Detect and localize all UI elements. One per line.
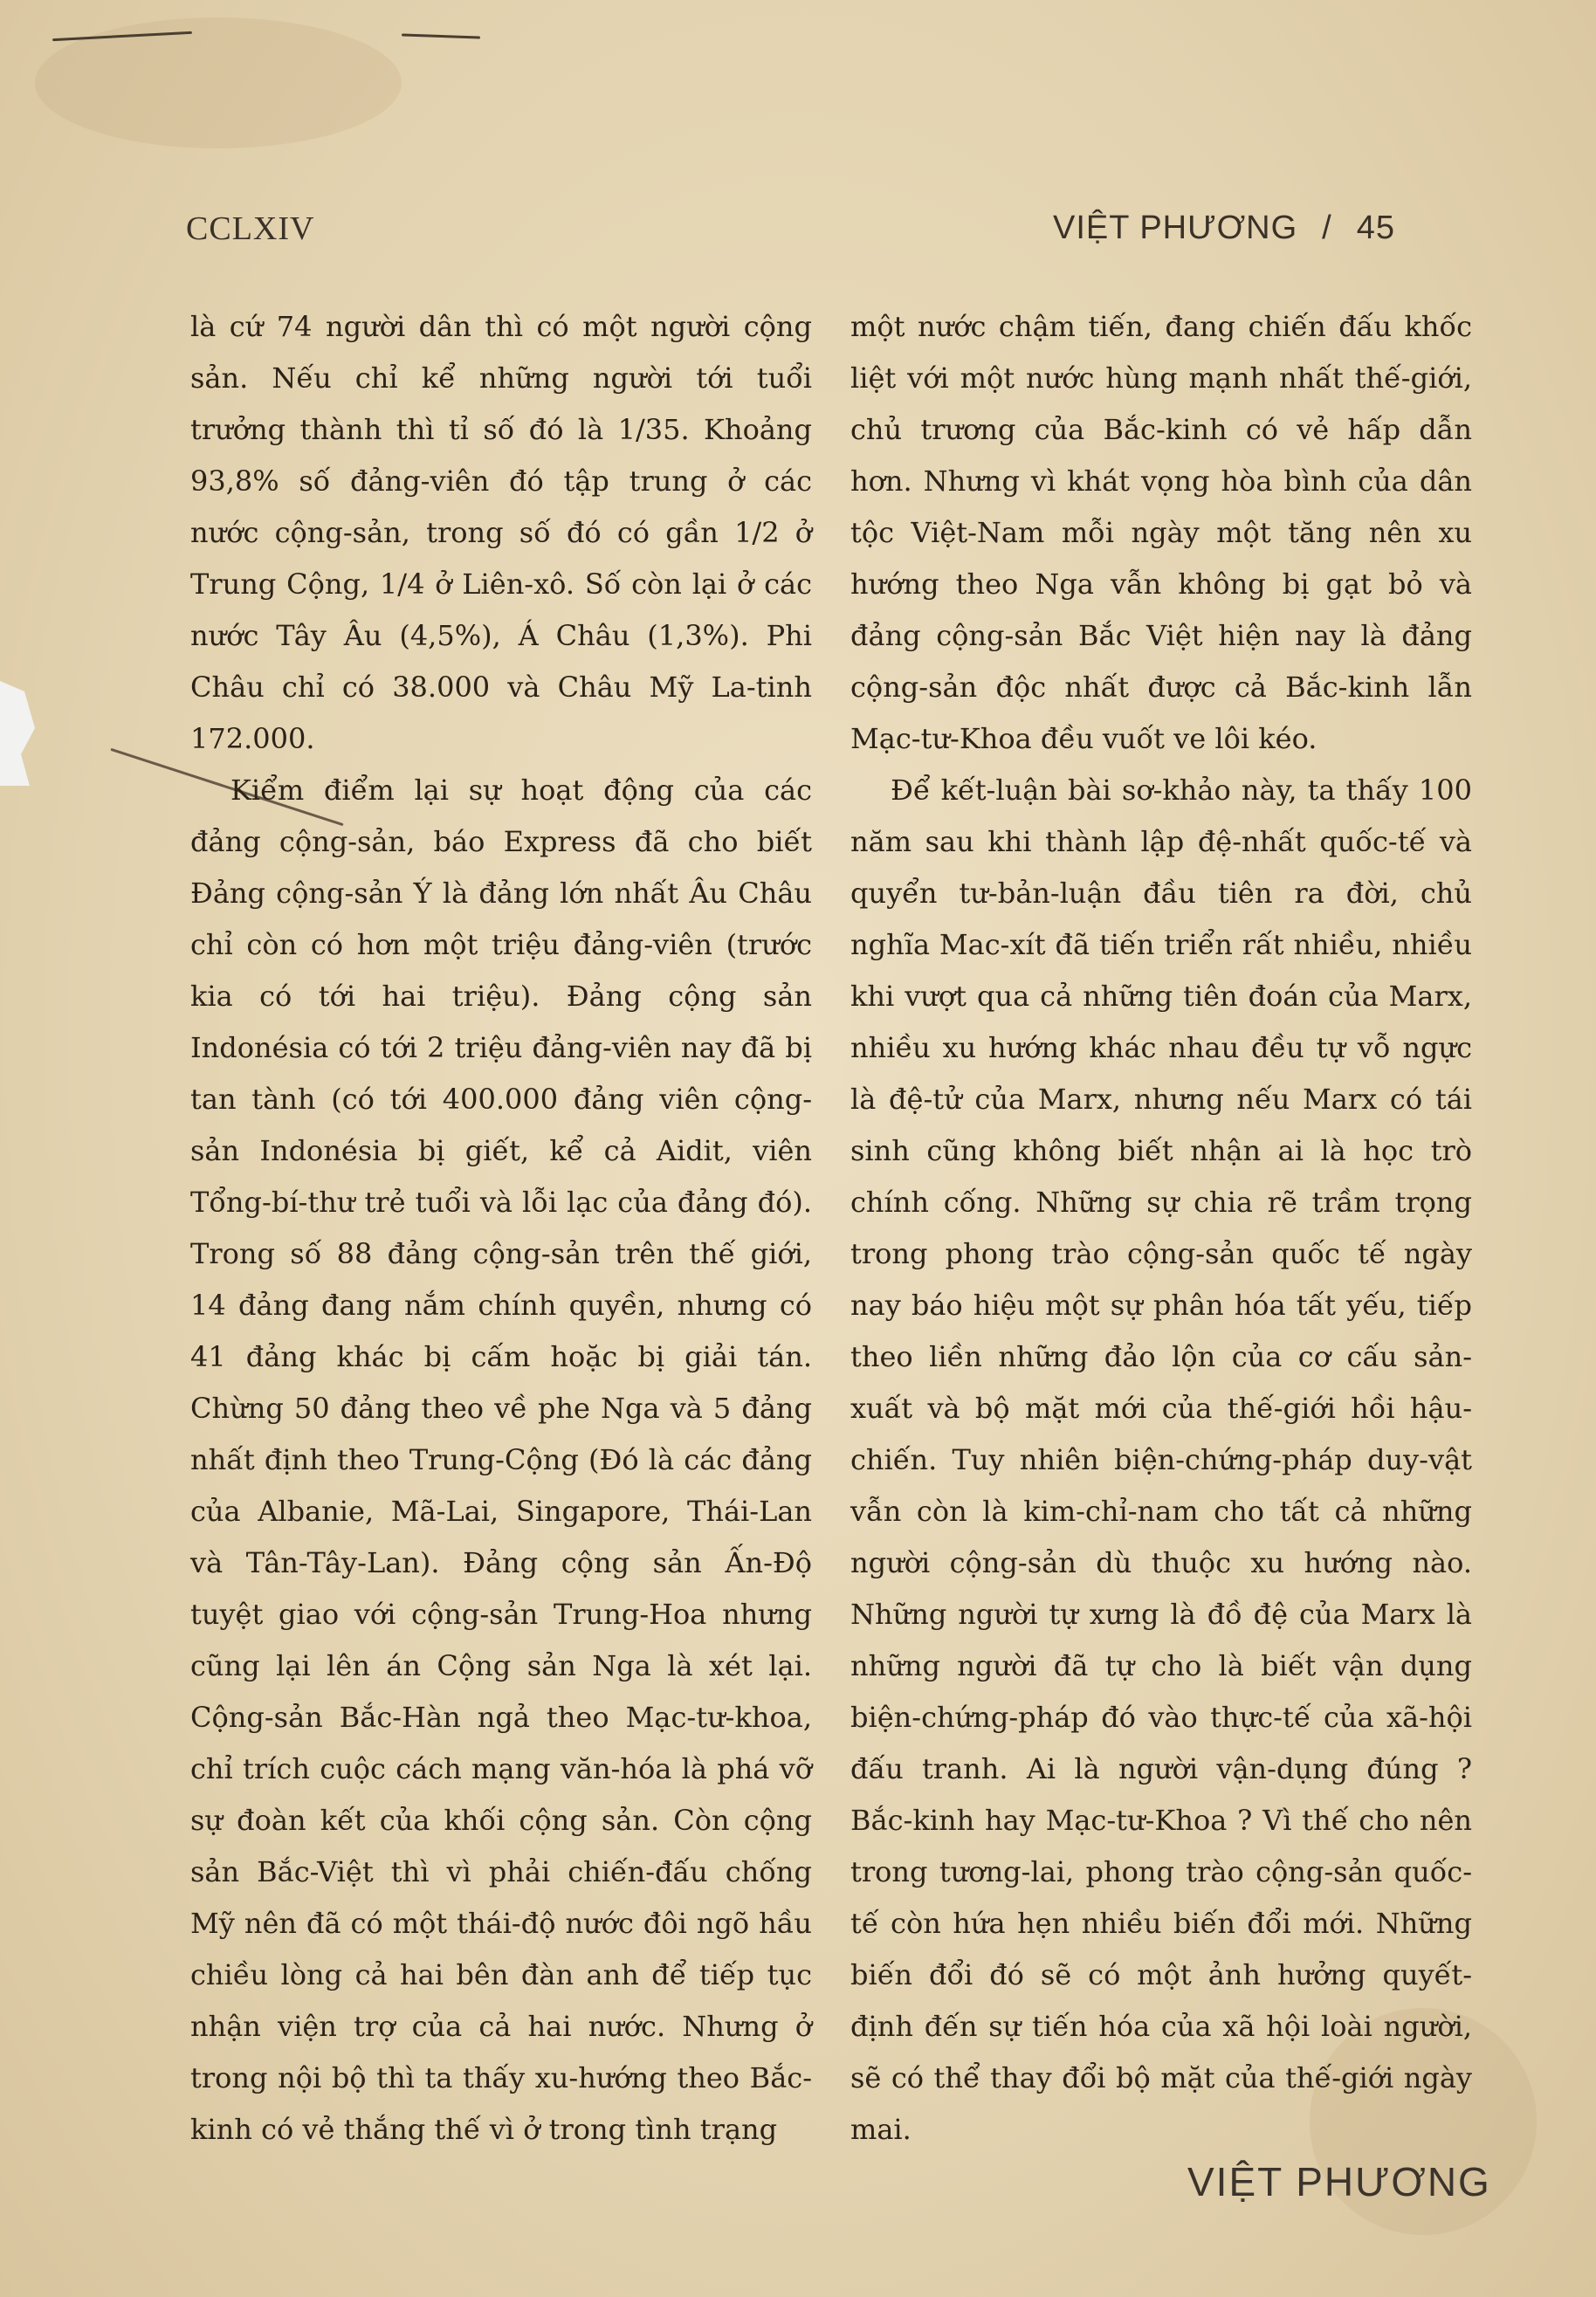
header-separator: / [1322, 210, 1332, 246]
header-author: VIỆT PHƯƠNG [1053, 210, 1298, 246]
left-column [190, 301, 812, 2156]
right-paragraph-1: một nước chậm tiến, đang chiến đấu khốc liệt với một nước hùng mạnh nhất thế-giới, chủ trương của Bắc-kinh có vẻ hấp dẫn hơn. Nhưng vì khát vọng hòa bình của dân tộc Việt-Nam mỗi ngày một tăng nên xu hướng theo Nga vẫn không bị gạt bỏ và đảng cộng-sản Bắc Việt hiện nay là đảng cộng-sản độc nhất được cả Bắc-kinh lẫn Mạc-tư-Khoa đều vuốt ve lôi kéo. [850, 310, 1472, 755]
running-header [1053, 210, 1395, 247]
right-paragraph-2: Để kết-luận bài sơ-khảo này, ta thấy 100 năm sau khi thành lập đệ-nhất quốc-tế và quyển tư-bản-luận đầu tiên ra đời, chủ nghĩa Mac-xít đã tiến triển rất nhiều, nhiều khi vượt qua cả những tiên đoán của Marx, nhiều xu hướng khác nhau đều tự vỗ ngực là đệ-tử của Marx, nhưng nếu Marx có tái sinh cũng không biết nhận ai là học trò chính cống. Những sự chia rẽ trầm trọng trong phong trào cộng-sản quốc tế ngày nay báo hiệu một sự phân hóa tất yếu, tiếp theo liền những đảo lộn của cơ cấu sản-xuất và bộ mặt mới của thế-giới hồi hậu-chiến. Tuy nhiên biện-chứng-pháp duy-vật vẫn còn là kim-chỉ-nam cho tất cả những người cộng-sản dù thuộc xu hướng nào. Những người tự xưng là đồ đệ của Marx là những người đã tự cho là biết vận dụng biện-chứng-pháp đó vào thực-tế của xã-hội đấu tranh. Ai là người vận-dụng đúng ? Bắc-kinh hay Mạc-tư-Khoa ? Vì thế cho nên trong tương-lai, phong trào cộng-sản quốc-tế còn hứa hẹn nhiều biến đổi mới. Những biến đổi đó sẽ có một ảnh hưởng quyết-định đến sự tiến hóa của xã hội loài người, sẽ có thể thay đổi bộ mặt của thế-giới ngày mai. [850, 774, 1472, 2146]
right-column [850, 301, 1472, 2156]
left-paragraph-2: Kiểm điểm lại sự hoạt động của các đảng cộng-sản, báo Express đã cho biết Đảng cộng-sản Ý là đảng lớn nhất Âu Châu chỉ còn có hơn một triệu đảng-viên (trước kia có tới hai triệu). Đảng cộng sản Indonésia có tới 2 triệu đảng-viên nay đã bị tan tành (có tới 400.000 đảng viên cộng-sản Indonésia bị giết, kể cả Aidit, viên Tổng-bí-thư trẻ tuổi và lỗi lạc của đảng đó). Trong số 88 đảng cộng-sản trên thế giới, 14 đảng đang nắm chính quyền, nhưng có 41 đảng khác bị cấm hoặc bị giải tán. Chừng 50 đảng theo về phe Nga và 5 đảng nhất định theo Trung-Cộng (Đó là các đảng của Albanie, Mã-Lai, Singapore, Thái-Lan và Tân-Tây-Lan). Đảng cộng sản Ấn-Độ tuyệt giao với cộng-sản Trung-Hoa nhưng cũng lại lên án Cộng sản Nga là xét lại. Cộng-sản Bắc-Hàn ngả theo Mạc-tư-khoa, chỉ trích cuộc cách mạng văn-hóa là phá vỡ sự đoàn kết của khối cộng sản. Còn cộng sản Bắc-Việt thì vì phải chiến-đấu chống Mỹ nên đã có một thái-độ nước đôi ngõ hầu chiều lòng cả hai bên đàn anh để tiếp tục nhận viện trợ của cả hai nước. Nhưng ở trong nội bộ thì ta thấy xu-hướng theo Bắc-kinh có vẻ thắng thế vì ở trong tình trạng [190, 774, 812, 2146]
left-paragraph-1: là cứ 74 người dân thì có một người cộng sản. Nếu chỉ kể những người tới tuổi trưởng thành thì tỉ số đó là 1/35. Khoảng 93,8% số đảng-viên đó tập trung ở các nước cộng-sản, trong số đó có gần 1/2 ở Trung Cộng, 1/4 ở Liên-xô. Số còn lại ở các nước Tây Âu (4,5%), Á Châu (1,3%). Phi Châu chỉ có 38.000 và Châu Mỹ La-tinh 172.000. [190, 310, 812, 755]
issue-number: CCLXIV [186, 210, 315, 247]
torn-edge [0, 681, 35, 786]
page-number: 45 [1356, 210, 1395, 246]
ink-scratch [402, 33, 480, 38]
author-signature: VIỆT PHƯƠNG [1187, 2159, 1491, 2204]
